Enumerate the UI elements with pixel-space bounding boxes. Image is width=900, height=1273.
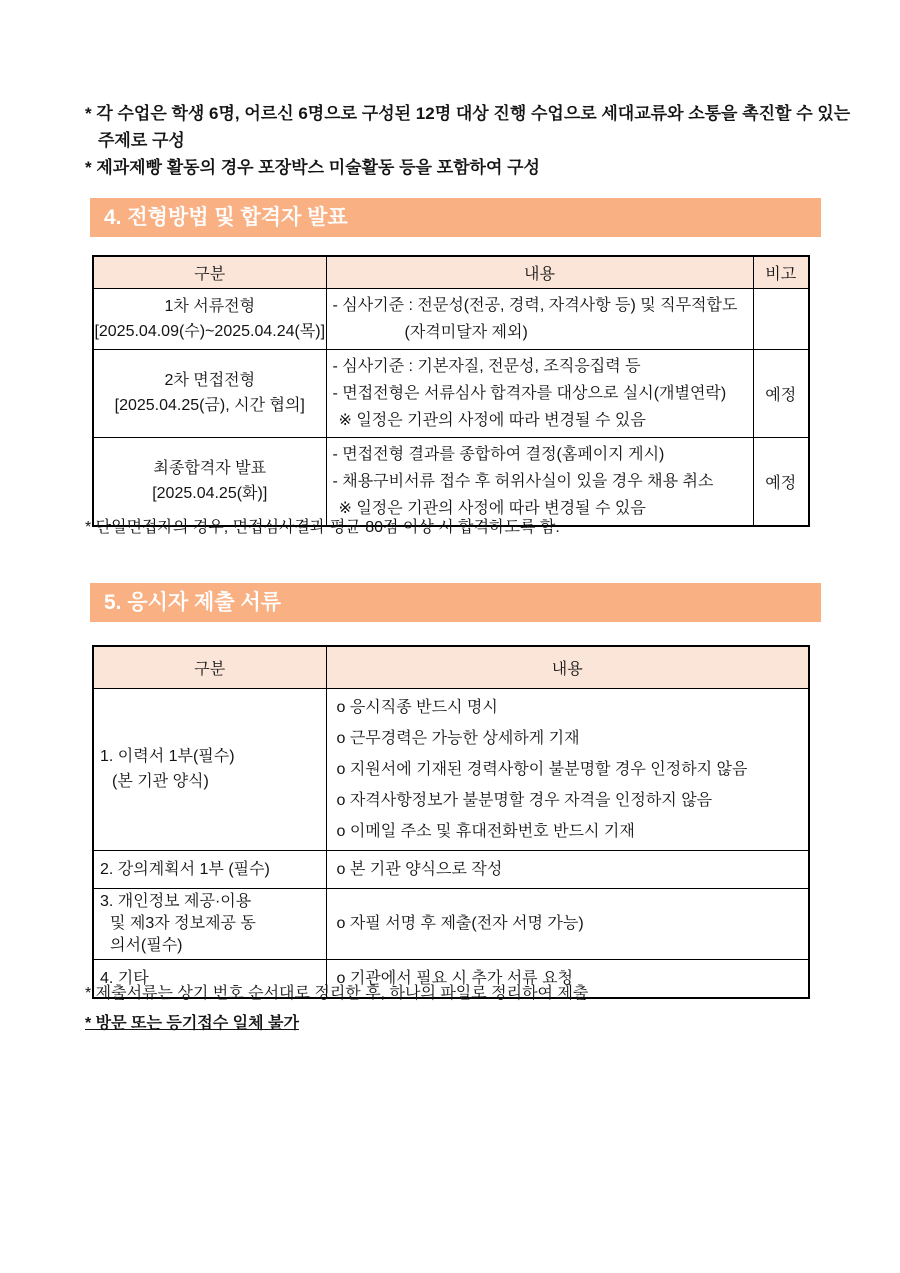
t1-row3-remark: 예정: [753, 437, 809, 526]
content-line: - 면접전형 결과를 종합하여 결정(홈페이지 게시): [332, 445, 665, 463]
intro-line-1: * 각 수업은 학생 6명, 어르신 6명으로 구성된 12명 대상 진행 수업으로 세대교류와 소통을 촉진할 수 있는: [85, 104, 851, 123]
section-4-header: 4. 전형방법 및 합격자 발표: [90, 198, 821, 237]
intro-line-3: * 제과제빵 활동의 경우 포장박스 미술활동 등을 포함하여 구성: [85, 158, 540, 177]
table-row: [93, 688, 809, 850]
t2-row1-category: 1. 이력서 1부(필수) (본 기관 양식): [93, 688, 326, 850]
t2-row2-category: 2. 강의계획서 1부 (필수): [93, 850, 326, 888]
t2-header-content: 내용: [326, 646, 809, 688]
t1-row2-category: 2차 면접전형 [2025.04.25(금), 시간 협의]: [93, 349, 326, 437]
content-line: o 지원서에 기재된 경력사항이 불분명할 경우 인정하지 않음: [336, 760, 748, 778]
t1-row2-content: [326, 349, 753, 437]
t1-row3-category: 최종합격자 발표 [2025.04.25(화)]: [93, 437, 326, 526]
intro-line-2: 주제로 구성: [98, 131, 185, 150]
content-line: o 자필 서명 후 제출(전자 서명 가능): [336, 915, 584, 932]
content-line: - 심사기준 : 전문성(전공, 경력, 자격사항 등) 및 직무적합도: [332, 296, 738, 314]
submission-documents-table: [92, 645, 810, 999]
content-line: (자격미달자 제외): [404, 323, 528, 341]
content-line: o 기관에서 필요 시 추가 서류 요청: [336, 969, 573, 987]
content-line: - 채용구비서류 접수 후 허위사실이 있을 경우 채용 취소: [332, 472, 714, 490]
t1-row1-content: [326, 288, 753, 349]
content-line: ※ 일정은 기관의 사정에 따라 변경될 수 있음: [338, 499, 646, 517]
selection-process-table: [92, 255, 810, 527]
table-row: [93, 888, 809, 959]
t1-header-category: 구분: [93, 256, 326, 288]
content-line: o 근무경력은 가능한 상세하게 기재: [336, 729, 580, 747]
intro-notes: [85, 100, 855, 181]
content-line: o 응시직종 반드시 명시: [336, 698, 498, 716]
t2-row4-category: 4. 기타: [93, 959, 326, 998]
t1-header-content: 내용: [326, 256, 753, 288]
t1-row2-remark: 예정: [753, 349, 809, 437]
t2-row1-content: [326, 688, 809, 850]
selection-footnote: * 단일면접자의 경우, 면접심사결과 평균 80점 이상 시 합격하도록 함.: [85, 519, 560, 536]
content-line: o 이메일 주소 및 휴대전화번호 반드시 기재: [336, 822, 635, 840]
content-line: o 본 기관 양식으로 작성: [336, 860, 503, 878]
t1-row1-category: 1차 서류전형 [2025.04.09(수)~2025.04.24(목)]: [93, 288, 326, 349]
t1-row1-remark: [753, 288, 809, 349]
content-line: - 심사기준 : 기본자질, 전문성, 조직응집력 등: [332, 357, 641, 375]
content-line: ※ 일정은 기관의 사정에 따라 변경될 수 있음: [338, 411, 646, 429]
t1-header-remark: 비고: [753, 256, 809, 288]
content-line: - 면접전형은 서류심사 합격자를 대상으로 실시(개별연락): [332, 384, 727, 402]
t2-row3-content: [326, 888, 809, 959]
table-row: [93, 288, 809, 349]
t2-header-category: 구분: [93, 646, 326, 688]
table-row: [93, 349, 809, 437]
section-5-header: 5. 응시자 제출 서류: [90, 583, 821, 622]
table-row: [93, 437, 809, 526]
submission-footnote-2: * 방문 또는 등기접수 일체 불가: [85, 1015, 299, 1032]
table-row: [93, 850, 809, 888]
t2-row3-category: 3. 개인정보 제공·이용 및 제3자 정보제공 동 의서(필수): [93, 888, 326, 959]
content-line: o 자격사항정보가 불분명할 경우 자격을 인정하지 않음: [336, 791, 713, 809]
t2-row2-content: [326, 850, 809, 888]
submission-footnote-1: * 제출서류는 상기 번호 순서대로 정리한 후, 하나의 파일로 정리하여 제출: [85, 985, 589, 1002]
t1-row3-content: [326, 437, 753, 526]
